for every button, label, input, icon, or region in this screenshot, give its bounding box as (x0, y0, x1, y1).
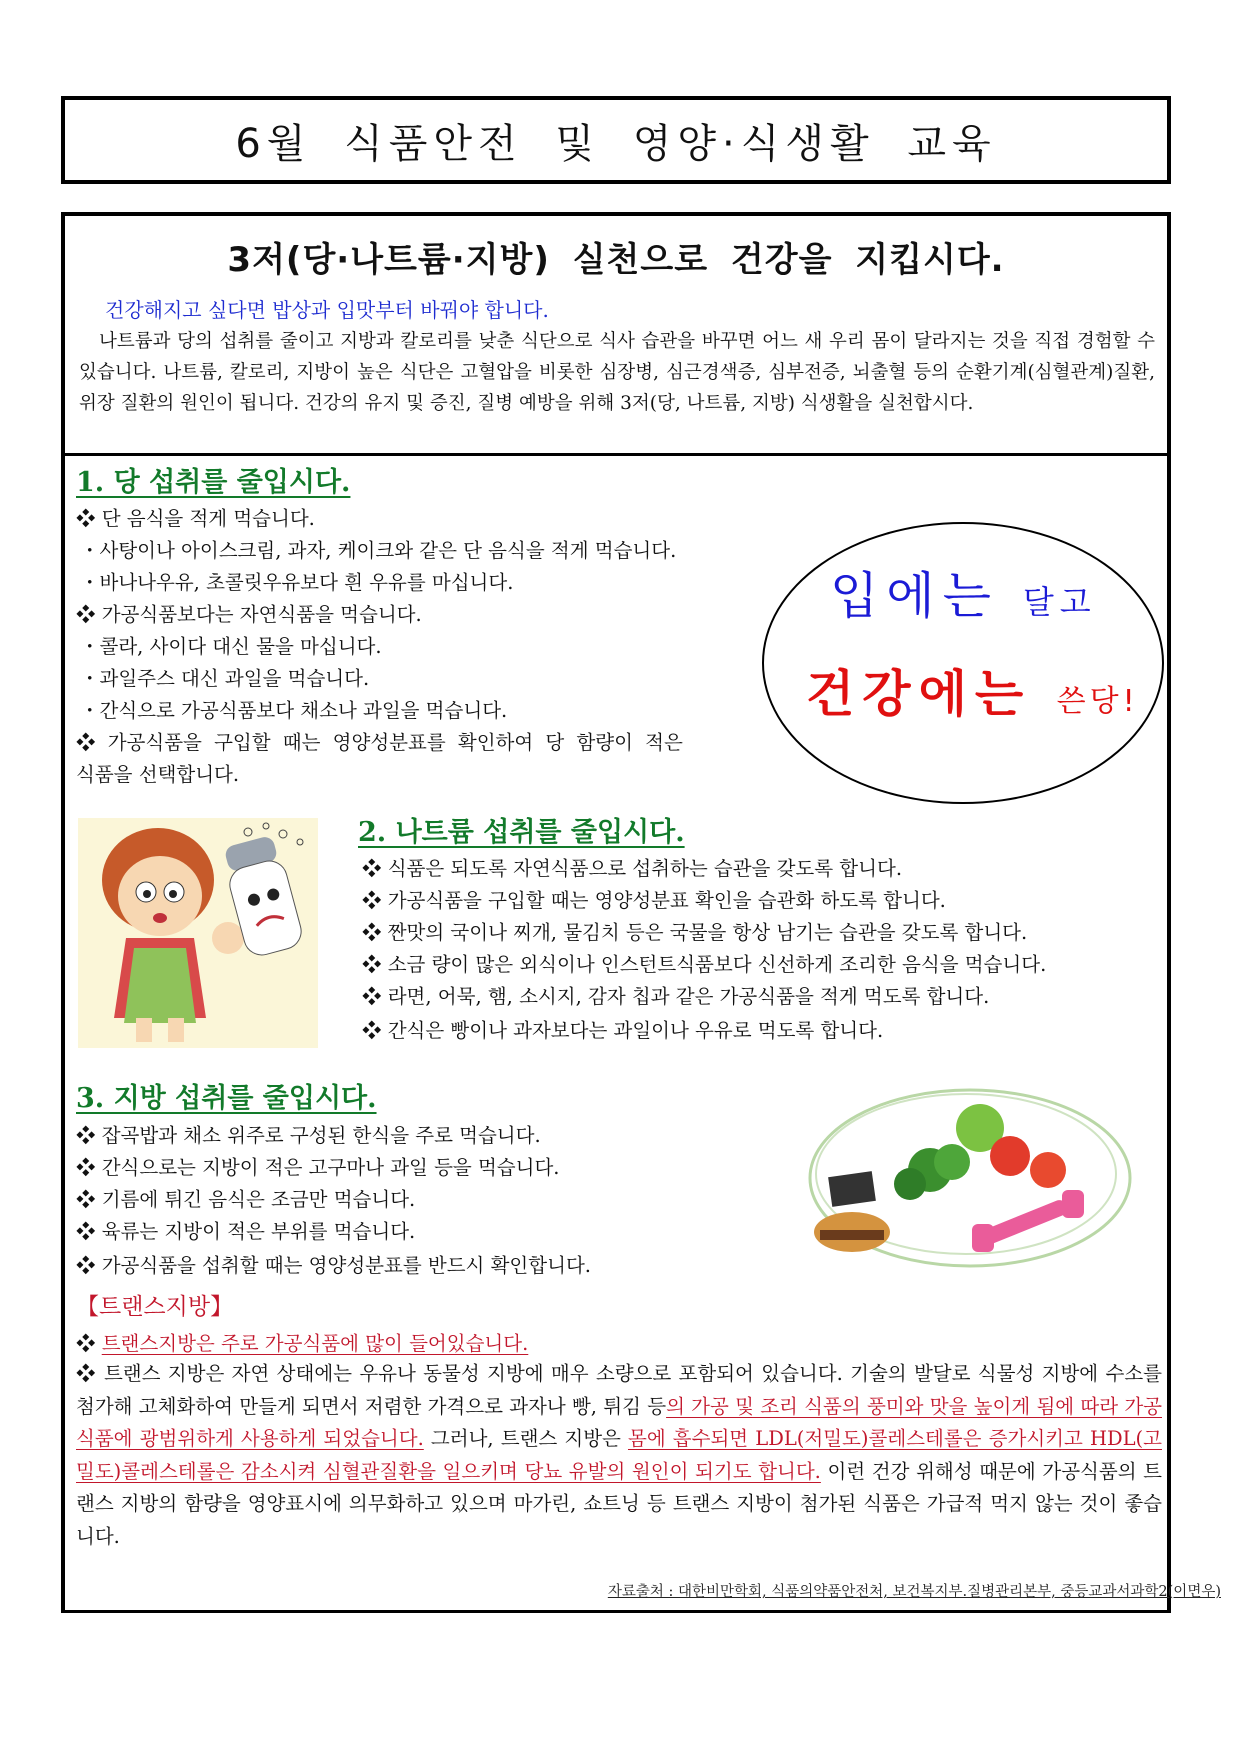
slogan-bubble (762, 522, 1164, 804)
section2-title: 2. 나트륨 섭취를 줄입시다. (358, 817, 685, 848)
trans-highlight-1: 의 가공 및 조리 식품의 풍미와 맛을 높이게 됨에 따라 가공식품에 광범위하게 사용하게 되었습니다. (76, 1394, 1162, 1450)
section3-line: ❖ 육류는 지방이 적은 부위를 먹습니다. (76, 1220, 416, 1243)
section1-title: 1. 당 섭취를 줄입시다. (76, 467, 351, 498)
section2-line: ❖ 간식은 빵이나 과자보다는 과일이나 우유로 먹도록 합니다. (362, 1019, 884, 1042)
section1-line: 식품을 선택합니다. (76, 763, 240, 786)
intro-body: 나트륨과 당의 섭취를 줄이고 지방과 칼로리를 낮춘 식단으로 식사 습관을 바꾸면 어느 새 우리 몸이 달라지는 것을 직접 경험할 수 있습니다. 나트륨, 칼로리, 지방이 높은 식단은 고혈압을 비롯한 심장병, 심근경색증, 심부전증, 뇌출혈 등의 순환기계(심혈관계)질환, 위장 질환의 원인이 됩니다. 건강의 유지 및 증진, 질병 예방을 위해 3저(당, 나트륨, 지방) 식생활을 실천합시다. (79, 331, 1155, 414)
girl-salt-illustration (78, 818, 318, 1048)
trans-sub-bullet: ❖ (76, 1332, 96, 1355)
trans-sub-line (76, 1328, 528, 1356)
section1-line: ・간식으로 가공식품보다 채소나 과일을 먹습니다. (80, 699, 508, 722)
section3-title: 3. 지방 섭취를 줄입시다. (76, 1083, 377, 1114)
section1-line: ・과일주스 대신 과일을 먹습니다. (80, 667, 370, 690)
intro-lead: 건강해지고 싶다면 밥상과 입맛부터 바꿔야 합니다. (105, 298, 549, 322)
slogan-line-1: 입에는 달고 (830, 567, 1097, 625)
title-box (61, 96, 1171, 184)
section2-line: ❖ 소금 량이 많은 외식이나 인스턴트식품보다 신선하게 조리한 음식을 먹습니다. (362, 953, 1047, 976)
section3-line: ❖ 간식으로는 지방이 적은 고구마나 과일 등을 먹습니다. (76, 1156, 560, 1179)
section2-line: ❖ 짠맛의 국이나 찌개, 물김치 등은 국물을 항상 남기는 습관을 갖도록 합니다. (362, 921, 1028, 944)
section1-line: ❖ 가공식품을 구입할 때는 영양성분표를 확인하여 당 함량이 적은 (76, 731, 683, 754)
section1-line: ❖ 단 음식을 적게 먹습니다. (76, 507, 315, 530)
section1-line: ・바나나우유, 초콜릿우유보다 흰 우유를 마십니다. (80, 571, 514, 594)
source-citation: 자료출처 : 대한비만학회, 식품의약품안전처, 보건복지부.질병관리본부, 중등교과서과학2(이면우) (607, 1584, 1221, 1600)
section3-line: ❖ 잡곡밥과 채소 위주로 구성된 한식을 주로 먹습니다. (76, 1124, 541, 1147)
slogan-line-2: 건강에는 쓴당! (806, 665, 1139, 723)
trans-heading: 【트랜스지방】 (76, 1294, 234, 1320)
trans-text-1: ❖ 트랜스 지방은 자연 상태에는 우유나 동물성 지방에 매우 소량으로 포함되어 있습니다. 기술의 발달로 식물성 지방에 수소를 첨가해 고체화하여 만들게 되면서 저렴한 가격으로 과자나 빵, 튀김 등 (76, 1362, 1162, 1418)
section1-line: ❖ 가공식품보다는 자연식품을 먹습니다. (76, 603, 422, 626)
section3-line: ❖ 가공식품을 섭취할 때는 영양성분표를 반드시 확인합니다. (76, 1254, 591, 1277)
trans-highlight-2: 몸에 흡수되면 LDL(저밀도)콜레스테롤은 증가시키고 HDL(고밀도)콜레스테롤은 감소시켜 심혈관질환을 일으키며 당뇨 유발의 원인이 되기도 합니다. (76, 1427, 1162, 1483)
section2-line: ❖ 식품은 되도록 자연식품으로 섭취하는 습관을 갖도록 합니다. (362, 857, 903, 880)
section3-line: ❖ 기름에 튀긴 음식은 조금만 먹습니다. (76, 1188, 416, 1211)
intro-box (65, 216, 1167, 456)
trans-text-2: 그러나, 트랜스 지방은 (423, 1427, 628, 1450)
page-title: 6월 식품안전 및 영양·식생활 교육 (235, 120, 997, 167)
intro-heading: 3저(당·나트륨·지방) 실천으로 건강을 지킵시다. (227, 240, 1005, 280)
section2-line: ❖ 가공식품을 구입할 때는 영양성분표 확인을 습관화 하도록 합니다. (362, 889, 946, 912)
section1-line: ・콜라, 사이다 대신 물을 마십니다. (80, 635, 382, 658)
section1-line: ・사탕이나 아이스크림, 과자, 케이크와 같은 단 음식을 적게 먹습니다. (80, 539, 677, 562)
trans-text-3: 이런 건강 위해성 때문에 가공식품의 트랜스 지방의 함량을 영양표시에 의무화하고 있으며 마가린, 쇼트닝 등 트랜스 지방이 첨가된 식품은 가급적 먹지 않는 것이 좋습니다. (76, 1459, 1162, 1548)
trans-paragraph (76, 1358, 1162, 1553)
healthy-food-illustration (790, 1074, 1150, 1274)
trans-sub-text: 트랜스지방은 주로 가공식품에 많이 들어있습니다. (101, 1332, 529, 1355)
section2-line: ❖ 라면, 어묵, 햄, 소시지, 감자 칩과 같은 가공식품을 적게 먹도록 합니다. (362, 985, 990, 1008)
